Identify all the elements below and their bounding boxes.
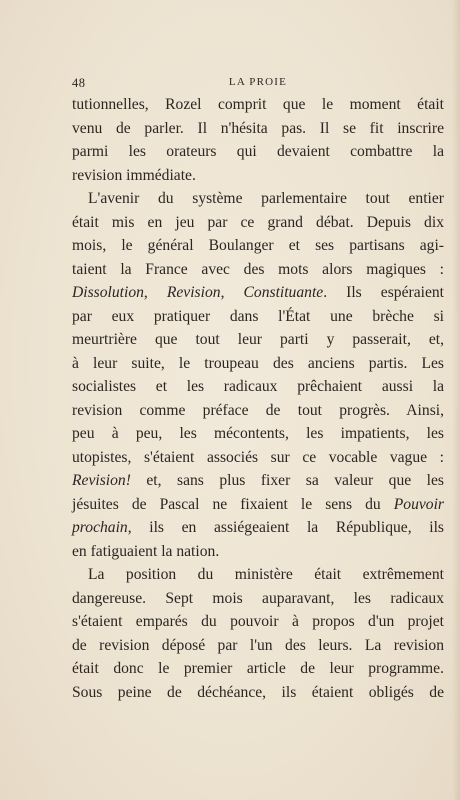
text-segment: peu à peu, les mécontents, les impatients, les	[72, 425, 444, 442]
text-line	[72, 399, 444, 423]
text-line	[72, 258, 444, 282]
text-segment: La position du ministère était extrêmement	[88, 566, 444, 583]
text-segment: revision immédiate.	[72, 166, 196, 184]
text-line	[72, 681, 444, 705]
text-segment: Sous peine de déchéance, ils étaient obligés de	[72, 683, 444, 701]
text-segment: utopistes, s'étaient associés sur ce vocable vague :	[72, 448, 444, 466]
running-title: LA PROIE	[228, 76, 288, 88]
text-line	[72, 211, 444, 235]
text-line	[72, 328, 444, 352]
text-segment: tutionnelles, Rozel comprit que le moment était	[72, 96, 444, 113]
italic-text: Constituante	[243, 284, 324, 301]
text-segment: était mis en jeu par ce grand débat. Depuis dix	[72, 213, 444, 231]
text-line	[72, 587, 444, 611]
text-line	[72, 234, 444, 258]
text-line	[72, 446, 444, 470]
italic-text: Revision!	[72, 472, 131, 489]
text-segment: jésuites de Pascal ne fixaient le sens du	[72, 495, 394, 513]
text-line	[72, 187, 444, 211]
text-segment: ,	[143, 284, 167, 301]
text-line	[72, 281, 444, 305]
page-number: 48	[72, 76, 86, 90]
running-head	[72, 76, 444, 94]
text-line	[72, 164, 444, 188]
text-line	[72, 469, 444, 493]
text-segment: était donc le premier article de leur programme.	[72, 660, 444, 677]
text-line	[72, 352, 444, 376]
text-line	[72, 93, 444, 117]
italic-text: Pouvoir	[393, 495, 444, 513]
text-line	[72, 540, 444, 564]
text-line	[72, 634, 444, 658]
italic-text: prochain	[72, 519, 128, 536]
italic-text: Dissolution	[72, 284, 144, 301]
italic-text: Revision	[166, 284, 221, 301]
text-segment: socialistes et les radicaux prêchaient aussi la	[72, 378, 444, 395]
body-text	[72, 93, 444, 704]
text-segment: revision comme préface de tout progrès. Ainsi,	[72, 401, 444, 419]
text-line	[72, 422, 444, 446]
text-segment: à leur suite, le troupeau des anciens partis. Les	[72, 354, 444, 372]
text-line	[72, 657, 444, 681]
text-segment: L'avenir du système parlementaire tout entier	[88, 190, 444, 207]
text-line	[72, 563, 444, 587]
text-segment: taient la France avec des mots alors magiques :	[72, 260, 444, 278]
text-segment: et, sans plus fixer sa valeur que les	[130, 472, 444, 489]
text-segment: venu de parler. Il n'hésita pas. Il se fit inscrire	[72, 119, 444, 137]
text-line	[72, 305, 444, 329]
text-segment: parmi les orateurs qui devaient combattre la	[72, 143, 444, 160]
text-line	[72, 516, 444, 540]
text-segment: mois, le général Boulanger et ses partisans agi-	[72, 237, 444, 254]
page-edge-shadow	[452, 0, 460, 800]
text-segment: par eux pratiquer dans l'État une brèche si	[72, 307, 444, 325]
text-segment: ,	[220, 284, 244, 301]
text-segment: en fatiguaient la nation.	[72, 542, 220, 560]
text-segment: , ils en assiégeaient la République, ils	[127, 519, 444, 536]
text-line	[72, 493, 444, 517]
text-line	[72, 375, 444, 399]
text-segment: s'étaient emparés du pouvoir à propos d'un projet	[72, 613, 444, 630]
text-line	[72, 610, 444, 634]
text-segment: . Ils espéraient	[323, 284, 444, 301]
text-segment: dangereuse. Sept mois auparavant, les radicaux	[72, 589, 444, 607]
text-line	[72, 117, 444, 141]
text-segment: de revision déposé par l'un des leurs. La revision	[72, 636, 444, 654]
text-segment: meurtrière que tout leur parti y passerait, et,	[72, 331, 444, 348]
text-line	[72, 140, 444, 164]
